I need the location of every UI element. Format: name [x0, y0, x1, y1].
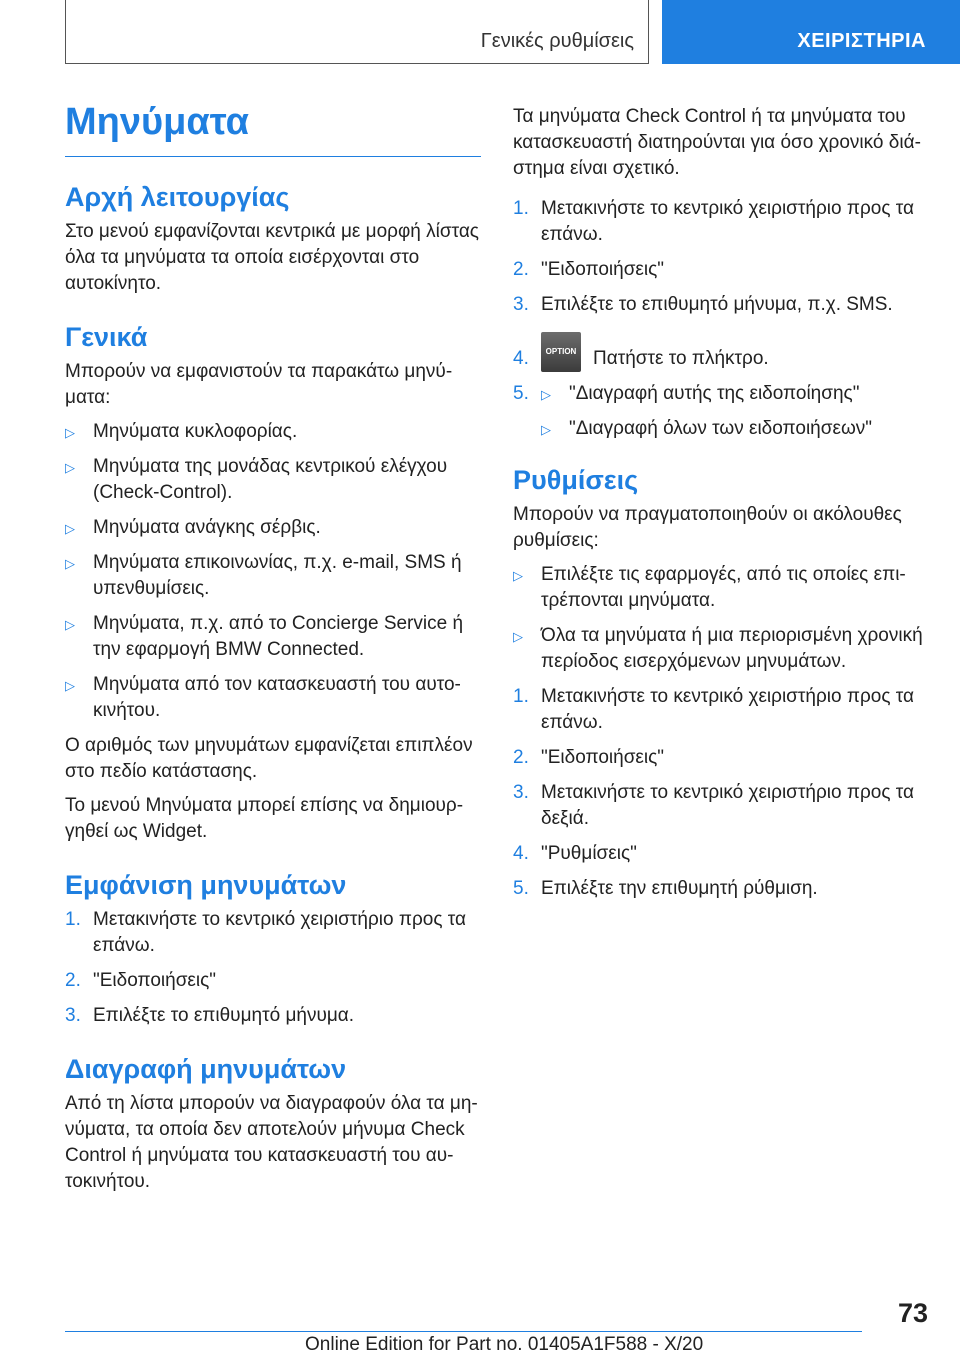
right-column: [513, 104, 928, 911]
header-chapter-tab: [662, 0, 960, 64]
bullet-triangle-icon: ▷: [65, 617, 75, 632]
heading-settings: Ρυθμίσεις: [513, 465, 639, 495]
option-button-icon: OPTION: [541, 332, 581, 372]
bullet-triangle-icon: ▷: [65, 678, 75, 693]
list-item: ▷ Μηνύματα ανάγκης σέρβις.: [65, 515, 481, 541]
list-item: ▷ Μηνύματα από τον κατασκευαστή του αυτοκινήτου.: [65, 674, 461, 721]
step-item: 1. Μετακινήστε το κεντρικό χειριστήριο προς τα επάνω.: [513, 686, 914, 733]
show-steps: [65, 907, 481, 1029]
general-intro: Μπορούν να εμφανιστούν τα παρακάτω μηνύματα:: [65, 361, 453, 408]
bullet-triangle-icon: ▷: [541, 422, 551, 437]
list-item: ▷ Επιλέξτε τις εφαρμογές, από τις οποίες επιτρέπονται μηνύματα.: [513, 564, 906, 611]
step-item: 3. Επιλέξτε το επιθυμητό μήνυμα, π.χ. SMS.: [513, 294, 893, 315]
settings-list: [513, 562, 928, 675]
footer-edition: Online Edition for Part no. 01405A1F588 - X/20: [305, 1334, 704, 1355]
bullet-triangle-icon: ▷: [65, 460, 75, 475]
general-p2: Το μενού Μηνύματα μπορεί επίσης να δημιουργηθεί ως Widget.: [65, 795, 464, 842]
step-item: 4. OPTION Πατήστε το πλήκτρο.: [513, 332, 928, 372]
step-item: 2. "Ειδοποιήσεις": [513, 259, 665, 280]
list-item: ▷ Μηνύματα κυκλοφορίας.: [65, 419, 481, 445]
heading-show-messages: Εμφάνιση μηνυμάτων: [65, 870, 347, 900]
bullet-triangle-icon: ▷: [513, 568, 523, 583]
header-section-title: Γενικές ρυθμίσεις: [480, 30, 634, 52]
delete-steps: [513, 196, 928, 442]
principle-text: Στο μενού εμφανίζονται κεντρικά με μορφή λίστας όλα τα μηνύματα τα οποία εισέρχονται στο αυτοκίνητο.: [65, 221, 479, 294]
bullet-triangle-icon: ▷: [513, 629, 523, 644]
step-item: 5. ▷ "Διαγραφή αυτής της ειδοποίησης" ▷ "Διαγραφή όλων των ειδοποιήσεων": [513, 381, 928, 442]
delete-text: Από τη λίστα μπορούν να διαγραφούν όλα τα μηνύματα, τα οποία δεν αποτελούν μήνυμα Check Control ή μηνύματα του κατασκευαστή του αυτοκινήτου.: [65, 1093, 478, 1192]
page-number: 73: [897, 1298, 928, 1328]
list-item: ▷ Μηνύματα της μονάδας κεντρικού ελέγχου (Check-Control).: [65, 456, 448, 503]
general-p1: Ο αριθμός των μηνυμάτων εμφανίζεται επιπλέον στο πεδίο κατάστασης.: [65, 735, 473, 782]
list-item: ▷ "Διαγραφή αυτής της ειδοποίησης": [541, 381, 928, 407]
general-list: [65, 419, 481, 724]
step-item: 2. "Ειδοποιήσεις": [65, 970, 217, 991]
step-item: 3. Επιλέξτε το επιθυμητό μήνυμα.: [65, 1005, 355, 1026]
step-item: 1. Μετακινήστε το κεντρικό χειριστήριο προς τα επάνω.: [513, 198, 914, 245]
settings-steps: [513, 684, 928, 902]
heading-general: Γενικά: [65, 322, 148, 352]
heading-delete-messages: Διαγραφή μηνυμάτων: [65, 1054, 347, 1084]
step-item: 4. "Ρυθμίσεις": [513, 843, 637, 864]
header-section-tab: [65, 0, 649, 64]
step-item: 3. Μετακινήστε το κεντρικό χειριστήριο προς τα δεξιά.: [513, 782, 914, 829]
bullet-triangle-icon: ▷: [65, 521, 75, 536]
footer-divider: [65, 1331, 862, 1332]
list-item: ▷ "Διαγραφή όλων των ειδοποιήσεων": [541, 416, 928, 442]
bullet-triangle-icon: ▷: [541, 387, 551, 402]
bullet-triangle-icon: ▷: [65, 425, 75, 440]
list-item: ▷ Μηνύματα, π.χ. από το Concierge Service ή την εφαρμογή BMW Connected.: [65, 613, 464, 660]
left-column: [65, 100, 481, 1203]
step5-options: [541, 381, 928, 442]
step-item: 5. Επιλέξτε την επιθυμητή ρύθμιση.: [513, 878, 818, 899]
list-item: ▷ Μηνύματα επικοινωνίας, π.χ. e-mail, SMS ή υπενθυμίσεις.: [65, 552, 462, 599]
settings-intro: Μπορούν να πραγματοποιηθούν οι ακόλουθες ρυθμίσεις:: [513, 504, 902, 551]
heading-principle: Αρχή λειτουργίας: [65, 182, 290, 212]
header-chapter-title: ΧΕΙΡΙΣΤΗΡΙΑ: [797, 30, 926, 52]
right-intro: Τα μηνύματα Check Control ή τα μηνύματα του κατασκευαστή διατηρούνται για όσο χρονικό διάστημα είναι σχετικό.: [513, 106, 921, 179]
step-item: 2. "Ειδοποιήσεις": [513, 747, 665, 768]
list-item: ▷ Όλα τα μηνύματα ή μια περιορισμένη χρονική περίοδος εισερχόμενων μηνυμάτων.: [513, 625, 923, 672]
bullet-triangle-icon: ▷: [65, 556, 75, 571]
page-title: Μηνύματα: [65, 100, 481, 157]
step-item: 1. Μετακινήστε το κεντρικό χειριστήριο προς τα επάνω.: [65, 909, 466, 956]
